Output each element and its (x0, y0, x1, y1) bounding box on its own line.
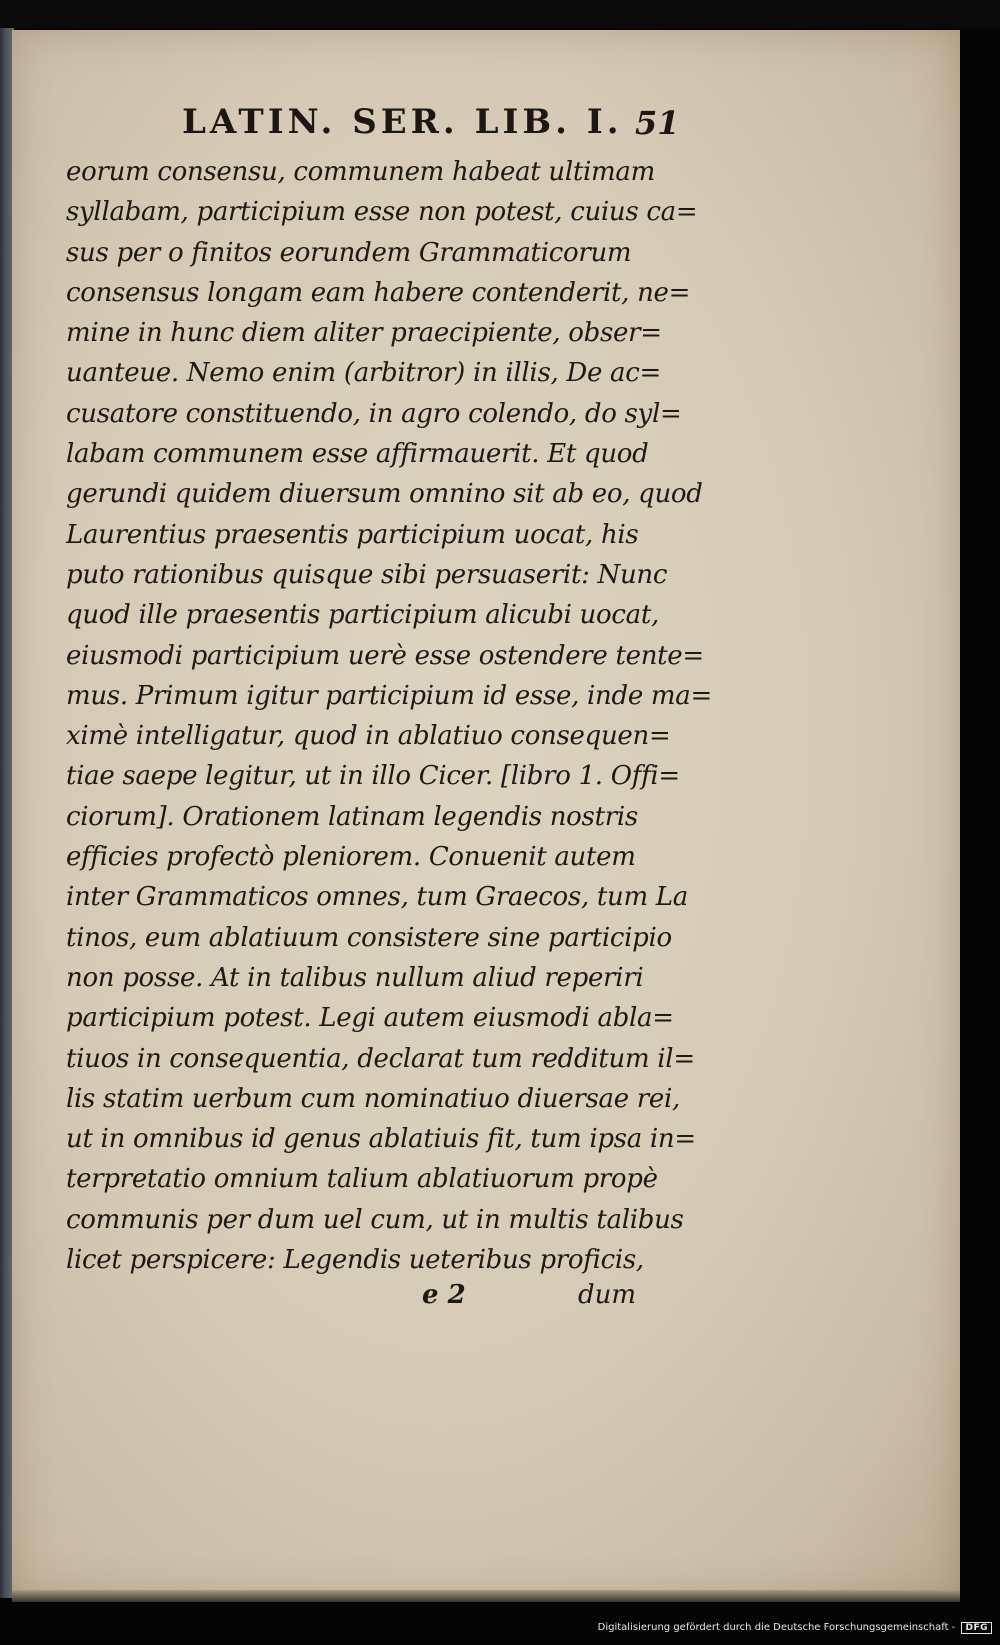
catchword: dum (578, 1280, 637, 1310)
text-line: communis per dum uel cum, ut in multis talibus (66, 1204, 684, 1235)
text-line: participium potest. Legi autem eiusmodi abla= (66, 1003, 674, 1034)
text-line: terpretatio omnium talium ablatiuorum propè (66, 1164, 658, 1195)
text-line: Laurentius praesentis participium uocat, his (66, 519, 639, 550)
text-line: inter Grammaticos omnes, tum Graecos, tum La (66, 882, 688, 913)
text-line: eorum consensu, communem habeat ultimam (66, 157, 655, 187)
text-line: labam communem esse affirmauerit. Et quod (66, 439, 649, 470)
text-line: tiae saepe legitur, ut in illo Cicer. [libro 1. Offi= (66, 761, 680, 792)
running-head: LATIN. SER. LIB. I. (182, 102, 623, 142)
digitization-credit (598, 1622, 992, 1634)
page-footer (12, 1280, 960, 1330)
signature-mark: e 2 (422, 1280, 466, 1310)
book-page (12, 30, 960, 1598)
dfg-logo: DFG (961, 1622, 992, 1634)
text-line: mus. Primum igitur participium id esse, inde ma= (66, 680, 712, 711)
text-line: cusatore constituendo, in agro colendo, do syl= (66, 398, 682, 429)
text-line: lis statim uerbum cum nominatiuo diuersae rei, (66, 1083, 680, 1114)
credit-text: Digitalisierung gefördert durch die Deutsche Forschungsgemeinschaft - (597, 1622, 956, 1633)
text-line: tinos, eum ablatiuum consistere sine participio (66, 922, 672, 953)
text-line: mine in hunc diem aliter praecipiente, obser= (66, 318, 662, 349)
text-line: ximè intelligatur, quod in ablatiuo consequen= (66, 721, 671, 752)
text-line: quod ille praesentis participium alicubi uocat, (66, 600, 659, 631)
text-line: non posse. At in talibus nullum aliud reperiri (66, 962, 644, 993)
text-line: gerundi quidem diuersum omnino sit ab eo, quod (66, 479, 703, 510)
text-line: uanteue. Nemo enim (arbitror) in illis, De ac= (66, 358, 661, 389)
text-line: licet perspicere: Legendis ueteribus proficis, (66, 1245, 644, 1276)
body-text (66, 152, 712, 1280)
text-line: efficies profectò pleniorem. Conuenit autem (66, 842, 636, 873)
page-number: 51 (635, 104, 680, 142)
text-line: tiuos in consequentia, declarat tum redditum il= (66, 1043, 695, 1074)
page-bottom-edge (12, 1590, 960, 1602)
text-line: ut in omnibus id genus ablatiuis fit, tum ipsa in= (66, 1124, 696, 1155)
text-line: ciorum]. Orationem latinam legendis nostris (66, 801, 638, 832)
text-line: consensus longam eam habere contenderit, ne= (66, 277, 691, 308)
scan-frame-top (0, 0, 1000, 28)
text-line: eiusmodi participium uerè esse ostendere tente= (66, 640, 704, 671)
text-line: sus per o finitos eorundem Grammaticorum (66, 237, 632, 268)
text-line: syllabam, participium esse non potest, cuius ca= (66, 197, 698, 228)
text-line: puto rationibus quisque sibi persuaserit: Nunc (66, 559, 668, 590)
